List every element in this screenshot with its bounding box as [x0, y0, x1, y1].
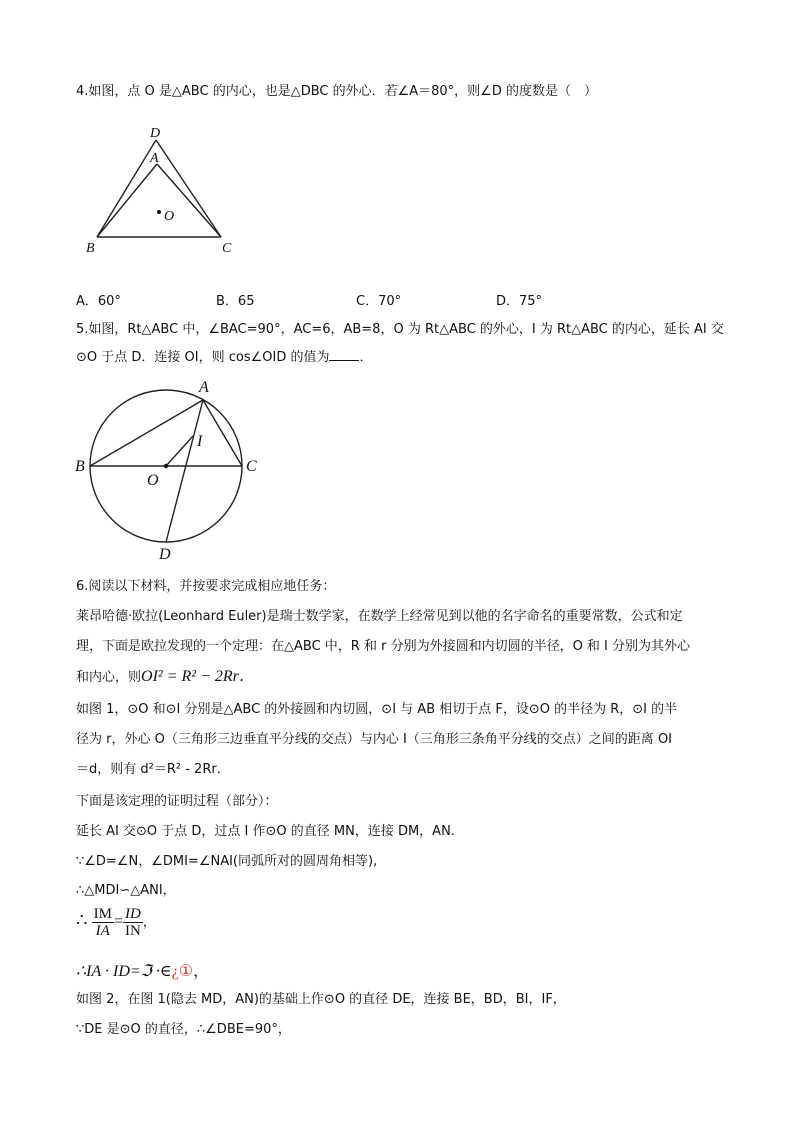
point-o [164, 464, 168, 468]
segment-ad [166, 400, 203, 542]
segment-oi [166, 436, 193, 466]
segment-ac [157, 164, 221, 237]
q6-p1-line3-text: 和内心，则 [76, 670, 142, 685]
q6-p6: ∴△MDI∽△ANI， [76, 883, 176, 898]
q6-p4: 延长 AI 交⊙O 于点 D，过点 I 作⊙O 的直径 MN，连接 DM，AN. [76, 824, 455, 839]
label-a: A [199, 379, 209, 396]
q6-p2-line3: ＝d，则有 d²＝R² - 2Rr． [76, 762, 230, 777]
q5-line2-end: ． [359, 350, 373, 365]
fraction-im-ia [92, 906, 114, 939]
q4-option-b: B．65 [216, 294, 255, 309]
frac2-denominator: IN [124, 923, 141, 939]
q5-figure [72, 372, 272, 564]
q4-option-c: C．70° [356, 294, 402, 309]
q6-p3: 下面是该定理的证明过程（部分）： [76, 794, 278, 809]
q6-p1-line1: 莱昂哈德·欧拉(Leonhard Euler)是瑞士数学家，在数学上经常见到以他的名字命名的重要常数，公式和定 [76, 609, 683, 624]
frac2-numerator: ID [124, 906, 141, 922]
label-d: D [159, 546, 171, 563]
q6-p8 [76, 958, 209, 981]
label-i: I [197, 433, 203, 450]
label-d: D [150, 126, 161, 141]
frac1-numerator: IM [93, 906, 112, 922]
frac-suffix: ， [142, 915, 156, 930]
q6-p1-line2: 理，下面是欧拉发现的一个定理：在△ABC 中，R 和 r 分别为外接圆和内切圆的半径，O 和 I 分别为其外心 [76, 639, 691, 654]
q6-p8-expr: ∴IA · ID=ℑ ·∈ [76, 963, 172, 980]
label-a: A [150, 151, 159, 166]
q5-line1: 5.如图，Rt△ABC 中，∠BAC=90°，AC=6，AB=8，O 为 Rt△ABC 的外心，I 为 Rt△ABC 的内心，延长 AI 交 [76, 322, 724, 337]
q6-p2-line2: 径为 r，外心 O（三角形三边垂直平分线的交点）与内心 I（三角形三条角平分线的交点）之间的距离 OI [76, 732, 673, 747]
segment-ba [90, 400, 203, 466]
label-b: B [86, 241, 95, 256]
q6-p5: ∵∠D=∠N，∠DMI=∠NAI(同弧所对的圆周角相等), [76, 854, 378, 869]
answer-blank [329, 348, 359, 361]
q4-figure [80, 120, 260, 260]
q6-p8-red: ¿① [171, 963, 194, 980]
euler-formula: OI² = R² − 2Rr． [141, 668, 255, 685]
label-b: B [75, 458, 85, 475]
label-c: C [246, 458, 257, 475]
point-o [157, 210, 161, 214]
q6-p8-comma: ， [193, 963, 210, 980]
q4-text: 4.如图，点 O 是△ABC 的内心，也是△DBC 的外心．若∠A＝80°，则∠D 的度数是（ ） [76, 84, 597, 99]
q6-p9: 如图 2，在图 1(隐去 MD，AN)的基础上作⊙O 的直径 DE，连接 BE，BD，BI，IF， [76, 992, 566, 1007]
label-c: C [222, 241, 232, 256]
label-o: O [164, 209, 175, 224]
frac1-denominator: IA [95, 923, 110, 939]
therefore-symbol: ∴ [76, 910, 88, 930]
q4-option-a: A．60° [76, 294, 121, 309]
segment-ac [203, 400, 242, 466]
segment-bd [97, 140, 156, 237]
label-o: O [147, 472, 159, 489]
q6-p2-line1: 如图 1，⊙O 和⊙I 分别是△ABC 的外接圆和内切圆，⊙I 与 AB 相切于点 F，设⊙O 的半径为 R，⊙I 的半 [76, 702, 678, 717]
fraction-id-in [123, 906, 143, 939]
q6-p10: ∵DE 是⊙O 的直径，∴∠DBE=90°， [76, 1022, 291, 1037]
segment-ba [97, 164, 157, 237]
equals-sign: = [113, 913, 123, 930]
q5-line2 [76, 346, 372, 365]
q5-line2-text: ⊙O 于点 D．连接 OI，则 cos∠OID 的值为 [76, 350, 330, 365]
q6-p1-line3 [76, 663, 255, 686]
q6-fraction-line [76, 906, 156, 939]
q6-title: 6.阅读以下材料，并按要求完成相应地任务： [76, 579, 336, 594]
q4-option-d: D．75° [496, 294, 543, 309]
